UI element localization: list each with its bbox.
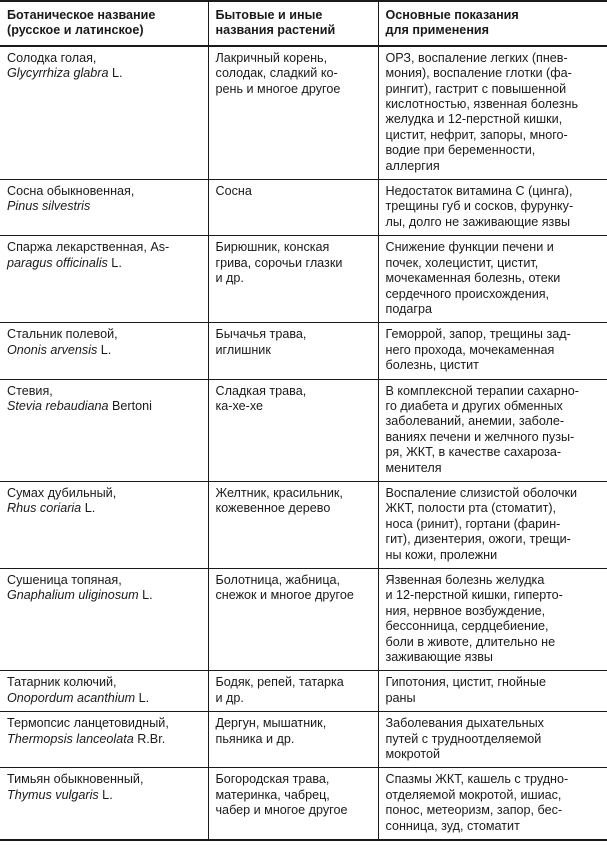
russian-name: Термопсис ланцетовидный, <box>7 716 169 731</box>
latin-name: Rhus coriaria <box>7 501 82 516</box>
indications-cell <box>378 236 607 323</box>
indications-cell <box>378 712 607 768</box>
indication-line: сердечного происхождения, <box>385 286 550 301</box>
table-row <box>0 569 607 671</box>
indication-line: раны <box>385 690 416 705</box>
common-names-cell <box>208 236 378 323</box>
russian-name: Сосна обыкновенная, <box>7 184 135 199</box>
common-names-cell <box>208 768 378 840</box>
table-row <box>0 236 607 323</box>
common-name-line: Лакричный корень, <box>215 50 328 65</box>
author-abbrev: L. <box>97 342 112 357</box>
common-names-cell <box>208 712 378 768</box>
botanical-name-cell <box>0 323 208 379</box>
indication-line: мокротой <box>385 747 441 762</box>
table-body <box>0 46 607 840</box>
author-abbrev: L. <box>81 501 96 516</box>
header-indications: Основные показания для применения <box>378 1 607 46</box>
indication-line: желудка и 12-перстной кишки, <box>385 112 563 127</box>
table-row <box>0 379 607 481</box>
indications-cell <box>378 481 607 568</box>
indication-line: бессонница, сердцебиение, <box>385 619 549 634</box>
indication-line: понос, метеоризм, запор, бес- <box>385 803 563 818</box>
indication-line: водие при беременности, <box>385 143 536 158</box>
indications-cell <box>378 323 607 379</box>
common-name-line: грива, сорочьи глазки <box>215 255 343 270</box>
table-header <box>0 1 607 46</box>
common-name-line: снежок и многое другое <box>215 588 354 603</box>
indication-line: и 12-перстной кишки, гиперто- <box>385 588 563 603</box>
indication-line: менителя <box>385 460 442 475</box>
indication-line: боли в животе, длительно не <box>385 634 556 649</box>
table-row <box>0 180 607 236</box>
latin-name: Onopordum acanthium <box>7 690 136 705</box>
latin-name: Pinus silvestris <box>7 199 91 214</box>
indication-line: ря, ЖКТ, в качестве сахароза- <box>385 445 562 460</box>
russian-name: Сумах дубильный, <box>7 485 117 500</box>
common-name-line: кожевенное дерево <box>215 501 331 516</box>
common-name-line: и др. <box>215 690 244 705</box>
indication-line: ны кожи, пролежни <box>385 547 498 562</box>
indication-line: него прохода, мочекаменная <box>385 342 555 357</box>
indication-line: рингит), гастрит с повышенной <box>385 81 567 96</box>
header-common-names: Бытовые и иные названия растений <box>208 1 378 46</box>
indication-line: Спазмы ЖКТ, кашель с трудно- <box>385 772 569 787</box>
botanical-name-cell <box>0 671 208 712</box>
common-names-cell <box>208 379 378 481</box>
indication-line: Заболевания дыхательных <box>385 716 544 731</box>
indications-cell <box>378 768 607 840</box>
common-name-line: солодак, сладкий ко- <box>215 66 338 81</box>
indication-line: заживающие язвы <box>385 650 493 665</box>
indication-line: отделяемой мокротой, ишиас, <box>385 787 562 802</box>
indication-line: мочекаменная болезнь, отеки <box>385 271 561 286</box>
indication-line: ния, нервное возбуждение, <box>385 603 546 618</box>
russian-name: Спаржа лекарственная, As- <box>7 240 170 255</box>
indications-cell <box>378 671 607 712</box>
common-name-line: Болотница, жабница, <box>215 573 341 587</box>
common-name-line: Бычачья трава, <box>215 327 307 342</box>
indication-line: Недостаток витамина С (цинга), <box>385 184 573 199</box>
indication-line: носа (ринит), гортани (фарин- <box>385 516 561 531</box>
common-name-line: чабер и многое другое <box>215 803 348 818</box>
table-row <box>0 671 607 712</box>
latin-name: Glycyrrhiza glabra <box>7 66 109 81</box>
indication-line: В комплексной терапии сахарно- <box>385 383 579 398</box>
botanical-name-cell <box>0 46 208 180</box>
indication-line: ЖКТ, полости рта (стоматит), <box>385 501 557 516</box>
author-abbrev: L. <box>107 255 122 270</box>
indication-line: гит), дизентерия, ожоги, трещи- <box>385 532 571 547</box>
table-row <box>0 323 607 379</box>
indication-line: болезнь, цистит <box>385 358 479 373</box>
indication-line: кислотностью, язвенная болезнь <box>385 97 579 112</box>
author-abbrev: L. <box>98 787 113 802</box>
indication-line: Воспаление слизистой оболочки <box>385 485 578 500</box>
indication-line: трещины губ и сосков, фурунку- <box>385 199 574 214</box>
indication-line: лы, долго не заживающие язвы <box>385 214 571 229</box>
russian-name: Солодка голая, <box>7 50 97 65</box>
common-name-line: Сосна <box>215 184 252 199</box>
common-names-cell <box>208 323 378 379</box>
indication-line: сонница, зуд, стоматит <box>385 818 520 833</box>
indication-line: цистит, нефрит, запоры, много- <box>385 127 568 142</box>
russian-name: Сушеница топяная, <box>7 573 122 587</box>
indication-line: Геморрой, запор, трещины зад- <box>385 327 571 342</box>
botanical-name-cell <box>0 712 208 768</box>
botanical-name-cell <box>0 379 208 481</box>
botanical-name-cell <box>0 569 208 671</box>
table-row <box>0 712 607 768</box>
indication-line: заболеваний, анемии, заболе- <box>385 414 565 429</box>
common-name-line: Желтник, красильник, <box>215 485 343 500</box>
indication-line: ваниях печени и желчного пузы- <box>385 429 575 444</box>
indication-line: Язвенная болезнь желудка <box>385 573 545 587</box>
botanical-name-cell <box>0 180 208 236</box>
indication-line: го диабета и других обменных <box>385 398 563 413</box>
common-names-cell <box>208 569 378 671</box>
indication-line: аллергия <box>385 158 440 173</box>
indication-line: почек, холецистит, цистит, <box>385 255 539 270</box>
botanical-name-cell <box>0 768 208 840</box>
indication-line: мония), воспаление глотки (фа- <box>385 66 572 81</box>
common-names-cell <box>208 46 378 180</box>
author-abbrev: Bertoni <box>108 398 152 413</box>
common-name-line: Богородская трава, <box>215 772 330 787</box>
author-abbrev: L. <box>135 690 150 705</box>
latin-name: Thermopsis lanceolata <box>7 731 134 746</box>
common-name-line: рень и многое другое <box>215 81 341 96</box>
common-name-line: пьяника и др. <box>215 731 295 746</box>
common-names-cell <box>208 481 378 568</box>
header-botanical-name: Ботаническое название (русское и латинское) <box>0 1 208 46</box>
common-names-cell <box>208 671 378 712</box>
indications-cell <box>378 569 607 671</box>
latin-name: paragus officinalis <box>7 255 108 270</box>
author-abbrev: L. <box>108 66 123 81</box>
author-abbrev: L. <box>138 588 153 603</box>
common-name-line: и др. <box>215 271 244 286</box>
table-row <box>0 481 607 568</box>
indications-cell <box>378 46 607 180</box>
common-name-line: Бодяк, репей, татарка <box>215 675 344 690</box>
indication-line: путей с трудноотделяемой <box>385 731 542 746</box>
russian-name: Стевия, <box>7 383 53 398</box>
author-abbrev: R.Br. <box>133 731 166 746</box>
russian-name: Татарник колючий, <box>7 675 117 690</box>
common-name-line: материнка, чабрец, <box>215 787 330 802</box>
botanical-name-cell <box>0 481 208 568</box>
indication-line: ОРЗ, воспаление легких (пнев- <box>385 50 568 65</box>
table-row <box>0 46 607 180</box>
common-names-cell <box>208 180 378 236</box>
table-row <box>0 768 607 840</box>
header-row <box>0 1 607 46</box>
indication-line: подагра <box>385 301 433 316</box>
russian-name: Тимьян обыкновенный, <box>7 772 144 787</box>
indications-cell <box>378 180 607 236</box>
indication-line: Снижение функции печени и <box>385 240 554 255</box>
indications-cell <box>378 379 607 481</box>
botanical-name-cell <box>0 236 208 323</box>
russian-name: Стальник полевой, <box>7 327 118 342</box>
latin-name: Stevia rebaudiana <box>7 398 109 413</box>
common-name-line: Дергун, мышатник, <box>215 716 327 731</box>
common-name-line: ка-хе-хе <box>215 398 263 413</box>
latin-name: Gnaphalium uliginosum <box>7 588 139 603</box>
latin-name: Thymus vulgaris <box>7 787 99 802</box>
common-name-line: Сладкая трава, <box>215 383 307 398</box>
indication-line: Гипотония, цистит, гнойные <box>385 675 546 690</box>
latin-name: Ononis arvensis <box>7 342 98 357</box>
common-name-line: иглишник <box>215 342 271 357</box>
common-name-line: Бирюшник, конская <box>215 240 330 255</box>
